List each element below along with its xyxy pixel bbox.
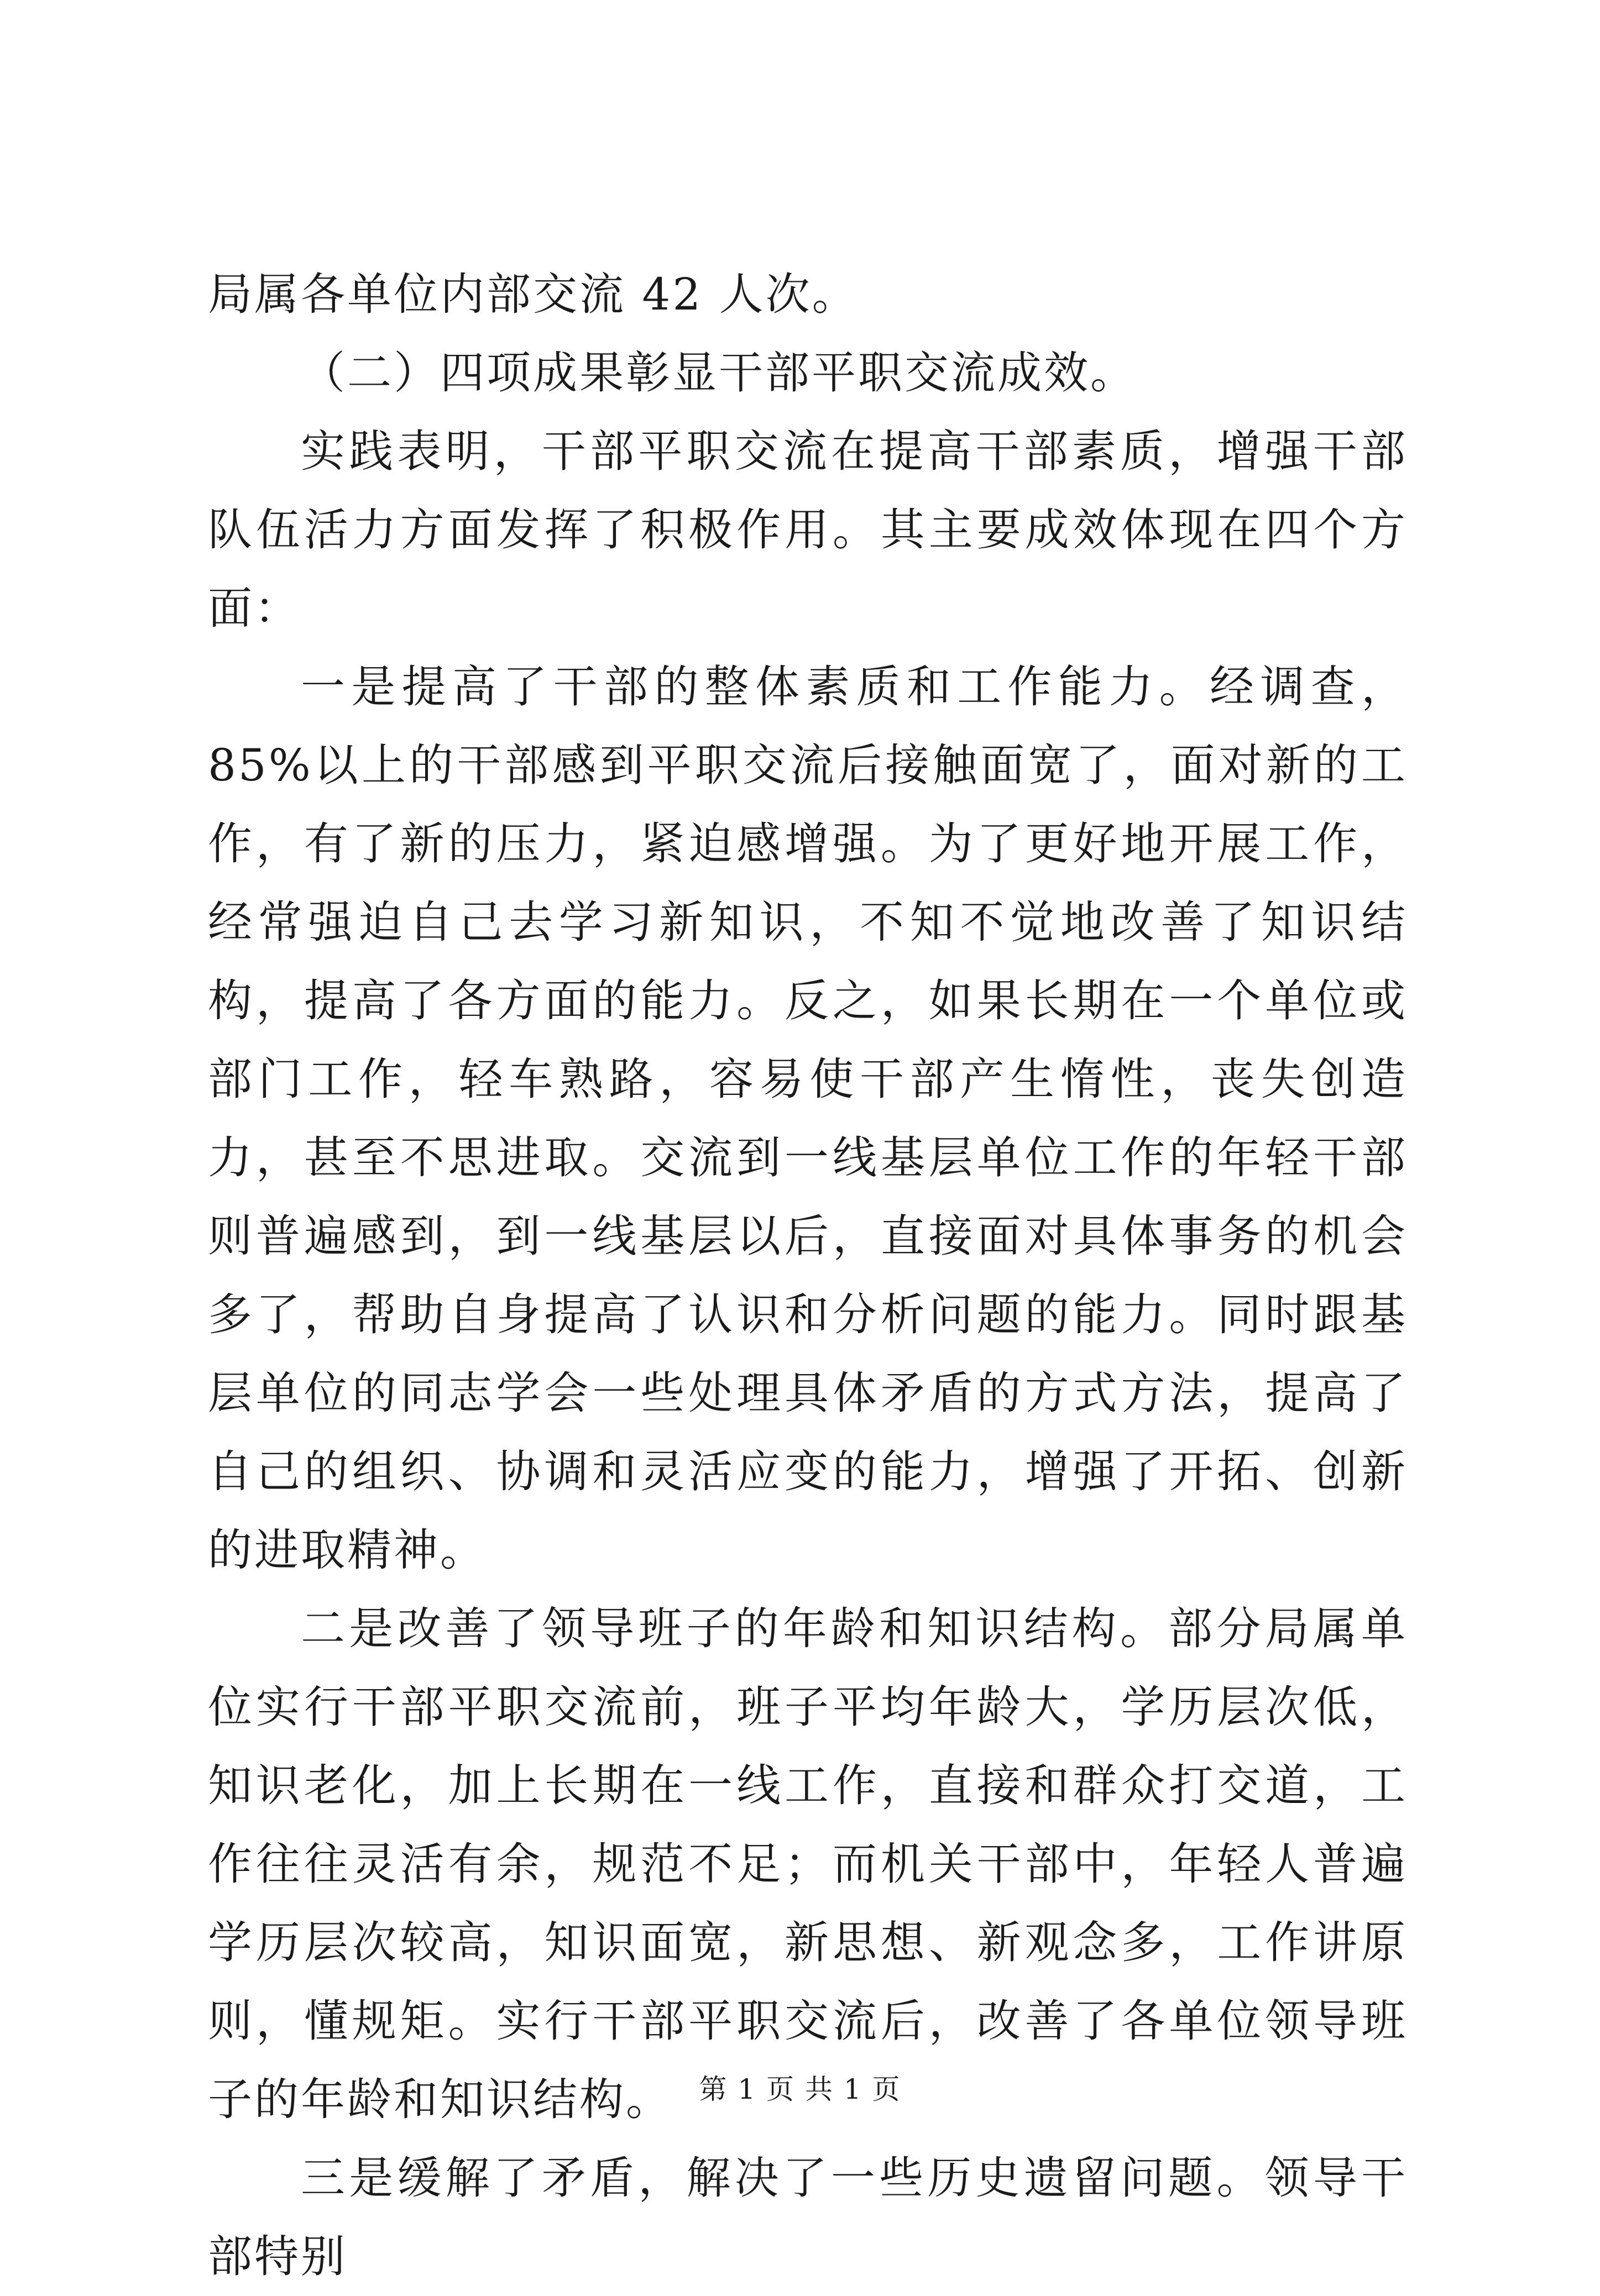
paragraph: 一是提高了干部的整体素质和工作能力。经调查，85%以上的干部感到平职交流后接触面宽了，面对新的工作，有了新的压力，紧迫感增强。为了更好地开展工作，经常强迫自己去学习新知识，不知不觉地改善了知识结构，提高了各方面的能力。反之，如果长期在一个单位或部门工作，轻车熟路，容易使干部产生惰性，丧失创造力，甚至不思进取。交流到一线基层单位工作的年轻干部则普遍感到，到一线基层以后，直接面对具体事务的机会多了，帮助自身提高了认识和分析问题的能力。同时跟基层单位的同志学会一些处理具体矛盾的方式方法，提高了自己的组织、协调和灵活应变的能力，增强了开拓、创新的进取精神。	[208, 661, 1408, 1576]
page-footer: 第 1 页 共 1 页	[699, 2073, 901, 2105]
section-heading: （二）四项成果彰显干部平职交流成效。	[301, 347, 1137, 399]
paragraph: 三是缓解了矛盾，解决了一些历史遗留问题。领导干部特别	[208, 2152, 1408, 2282]
paragraph: 二是改善了领导班子的年龄和知识结构。部分局属单位实行干部平职交流前，班子平均年龄大，学历层次低，知识老化，加上长期在一线工作，直接和群众打交道，工作往往灵活有余，规范不足；而机关干部中，年轻人普遍学历层次较高，知识面宽，新思想、新观念多，工作讲原则，懂规矩。实行干部平职交流后，改善了各单位领导班子的年龄和知识结构。	[208, 1603, 1408, 2125]
document-body	[208, 255, 1408, 2296]
paragraph-continuation: 局属各单位内部交流 42 人次。	[208, 269, 859, 320]
paragraph: 实践表明，干部平职交流在提高干部素质，增强干部队伍活力方面发挥了积极作用。其主要成效体现在四个方面：	[208, 426, 1408, 634]
